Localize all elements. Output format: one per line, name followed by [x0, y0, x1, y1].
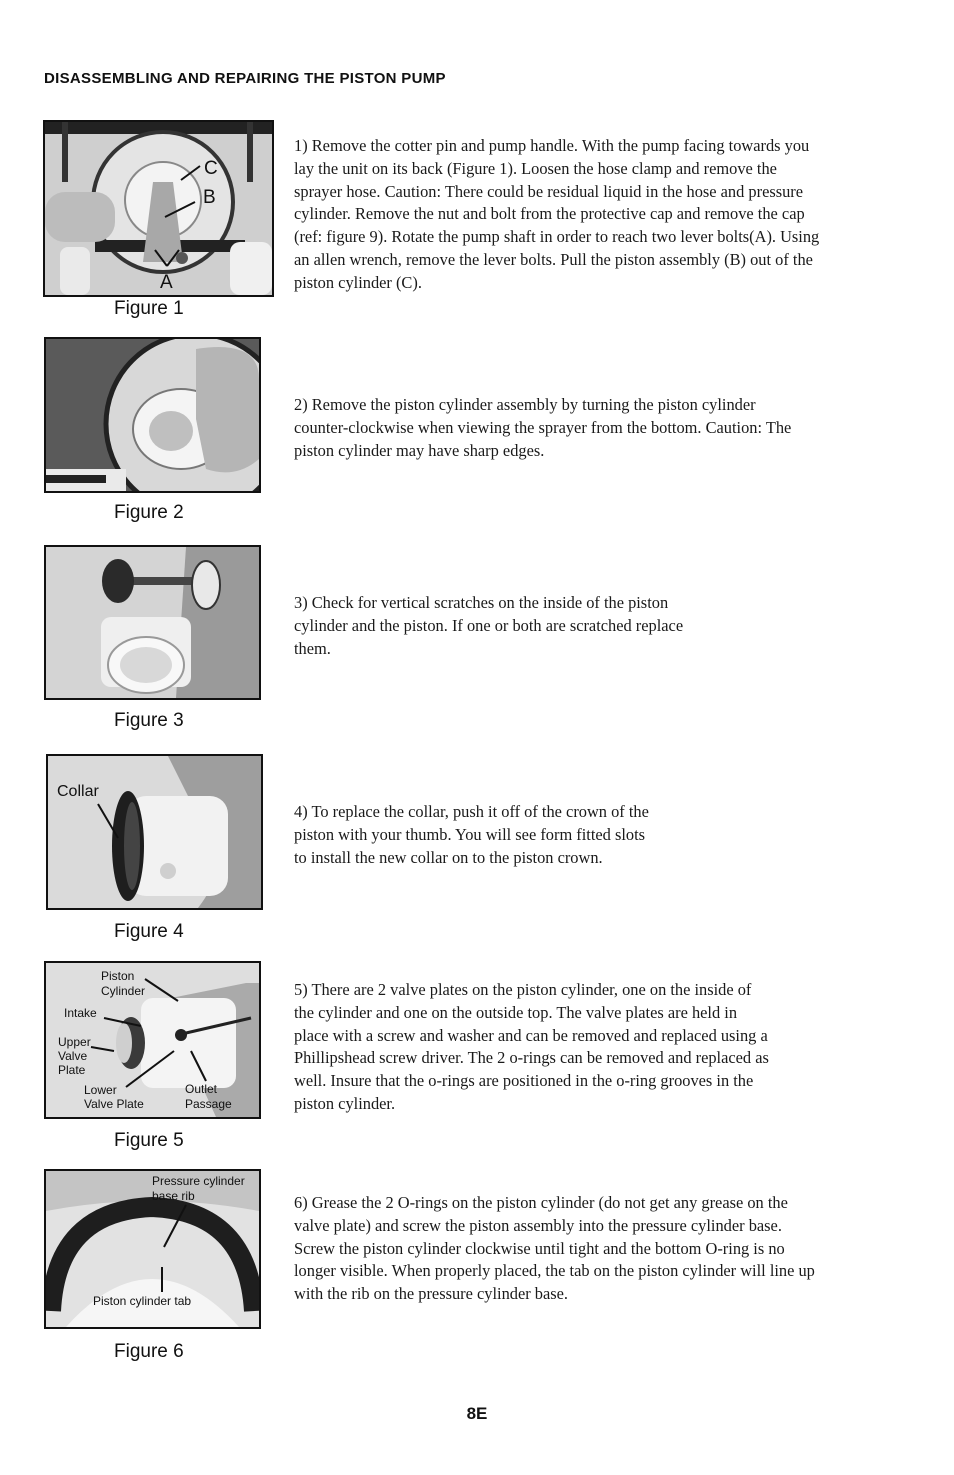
step-4-line: 4) To replace the collar, push it off of the crown of the — [294, 802, 649, 821]
step-1-line: sprayer hose. Caution: There could be residual liquid in the hose and pressure — [294, 181, 804, 201]
step-5-text — [294, 979, 769, 1116]
figure-4-label-collar: Collar — [57, 783, 99, 800]
figure-1-label-c: C — [204, 158, 218, 179]
step-4-text — [294, 801, 649, 869]
figure-5-label-piston-2: Cylinder — [101, 984, 146, 998]
figure-6-photo — [44, 1169, 261, 1329]
figure-5-label-lower-1: Lower — [84, 1083, 117, 1097]
figure-5-label-piston-1: Piston — [101, 969, 135, 983]
figure-5-label-outlet-1: Outlet — [185, 1082, 218, 1096]
step-6-line: 6) Grease the 2 O-rings on the piston cylinder (do not get any grease on the — [294, 1193, 788, 1212]
step-1-line: lay the unit on its back (Figure 1). Loosen the hose clamp and remove the — [294, 158, 777, 178]
figure-2-caption: Figure 2 — [114, 502, 184, 523]
figure-6-label-tab: Piston cylinder tab — [93, 1294, 192, 1308]
figure-5-label-upper-2: Valve — [58, 1049, 88, 1063]
figure-5-label-lower-2: Valve Plate — [84, 1097, 144, 1111]
figure-5-caption: Figure 5 — [114, 1130, 184, 1151]
figure-2-photo — [44, 337, 261, 493]
step-5-line: Phillipshead screw driver. The 2 o-rings can be removed and replaced as — [294, 1048, 769, 1068]
figure-5-label-intake: Intake — [64, 1006, 97, 1020]
step-2-line: counter-clockwise when viewing the sprayer from the bottom. Caution: The — [294, 417, 792, 437]
step-3-line: them. — [294, 638, 331, 658]
step-6-line: with the rib on the pressure cylinder base. — [294, 1284, 569, 1304]
figure-1-label-b: B — [203, 187, 216, 208]
figure-4-caption: Figure 4 — [114, 921, 184, 942]
step-1-text — [294, 135, 819, 295]
page-title: DISASSEMBLING AND REPAIRING THE PISTON PUMP — [44, 70, 446, 87]
step-3-line: 3) Check for vertical scratches on the inside of the piston — [294, 593, 669, 612]
step-5-line: place with a screw and washer and can be removed and replaced using a — [294, 1025, 768, 1045]
step-5-line: well. Insure that the o-rings are positioned in the o-ring grooves in the — [294, 1071, 754, 1091]
step-1-line: 1) Remove the cotter pin and pump handle. With the pump facing towards you — [294, 136, 810, 155]
step-1-line: (ref: figure 9). Rotate the pump shaft in order to reach two lever bolts(A). Using — [294, 227, 820, 247]
step-4-line: to install the new collar on to the piston crown. — [294, 847, 603, 867]
step-2-line: 2) Remove the piston cylinder assembly by turning the piston cylinder — [294, 395, 756, 414]
figure-6-label-rib-2: base rib — [152, 1189, 195, 1203]
step-6-line: valve plate) and screw the piston assembly into the pressure cylinder base. — [294, 1215, 782, 1235]
step-3-text — [294, 592, 683, 660]
step-1-line: an allen wrench, remove the lever bolts. Pull the piston assembly (B) out of the — [294, 249, 813, 269]
figure-3-photo — [44, 545, 261, 700]
step-5-line: piston cylinder. — [294, 1093, 396, 1113]
step-6-text — [294, 1192, 815, 1306]
step-4-line: piston with your thumb. You will see form fitted slots — [294, 824, 646, 844]
figure-1-photo — [43, 120, 274, 297]
step-5-line: 5) There are 2 valve plates on the piston cylinder, one on the inside of — [294, 980, 752, 999]
step-6-line: longer visible. When properly placed, the tab on the piston cylinder will line up — [294, 1261, 815, 1281]
step-1-line: cylinder. Remove the nut and bolt from the protective cap and remove the cap — [294, 204, 805, 224]
figure-5-label-upper-3: Plate — [58, 1063, 86, 1077]
figure-1-caption: Figure 1 — [114, 298, 184, 319]
step-2-text — [294, 394, 791, 462]
figure-4-photo — [46, 754, 263, 910]
step-6-line: Screw the piston cylinder clockwise until tight and the bottom O-ring is no — [294, 1238, 785, 1258]
figure-6-caption: Figure 6 — [114, 1341, 184, 1362]
figure-5-photo — [44, 961, 261, 1119]
page-number: 8E — [466, 1404, 488, 1423]
step-2-line: piston cylinder may have sharp edges. — [294, 440, 545, 460]
figure-6-label-rib-1: Pressure cylinder — [152, 1174, 245, 1188]
figure-1-label-a: A — [160, 272, 173, 293]
step-1-line: piston cylinder (C). — [294, 272, 422, 292]
figure-3-caption: Figure 3 — [114, 710, 184, 731]
step-3-line: cylinder and the piston. If one or both are scratched replace — [294, 615, 684, 635]
figure-5-label-upper-1: Upper — [58, 1035, 91, 1049]
step-5-line: the cylinder and one on the outside top. The valve plates are held in — [294, 1002, 738, 1022]
figure-5-label-outlet-2: Passage — [185, 1097, 232, 1111]
